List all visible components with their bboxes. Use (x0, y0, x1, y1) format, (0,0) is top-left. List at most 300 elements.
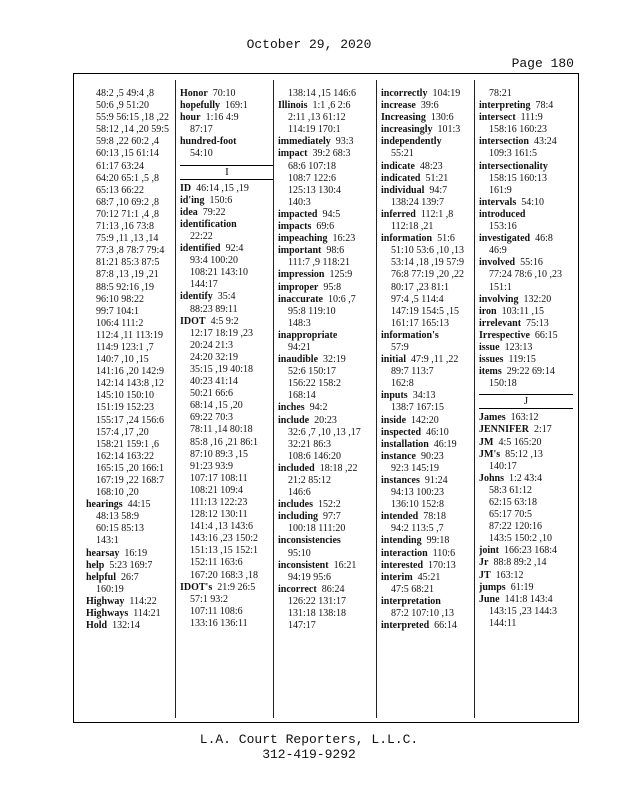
index-term: inferred (381, 208, 416, 220)
index-entry-continuation (86, 112, 180, 124)
page-line-refs: 88:23 89:11 (190, 303, 238, 315)
index-column-5 (479, 88, 573, 718)
page-line-refs: 167:20 168:3 ,18 (190, 569, 259, 581)
index-entry-continuation (479, 282, 573, 294)
index-entry-continuation (278, 608, 372, 620)
page-line-refs: 152:11 163:6 (190, 557, 243, 569)
index-entry-continuation (180, 328, 274, 340)
index-entry-continuation (381, 282, 475, 294)
index-entry-continuation (479, 533, 573, 545)
page-line-refs: 61:17 63:24 (96, 160, 145, 172)
page-line-refs: 64:20 65:1 ,5 ,8 (96, 172, 160, 184)
page-line-refs: 26:7 (121, 571, 139, 583)
index-entry-continuation (180, 461, 274, 473)
page-line-refs: 62:15 63:18 (489, 497, 538, 508)
index-entry-continuation (381, 342, 475, 354)
index-term: involved (479, 257, 516, 269)
index-term: issues (479, 354, 504, 366)
page-line-refs: 60:13 ,15 61:14 (96, 148, 160, 160)
page-line-refs: 48:13 58:9 (96, 511, 140, 523)
page-line-refs: 123:13 (504, 341, 533, 353)
index-entry (278, 282, 372, 294)
index-term: Honor (180, 88, 208, 99)
index-term: interaction (381, 547, 428, 559)
page-line-refs: 141:16 ,20 142:9 (96, 366, 165, 378)
index-entry (479, 100, 573, 112)
index-term: impacted (278, 208, 318, 220)
index-term: Highways (86, 608, 129, 620)
index-entry-continuation (278, 124, 372, 136)
page-line-refs: 46:10 (426, 426, 449, 438)
page-line-refs: 50:21 66:6 (190, 388, 234, 400)
page-line-refs: 143:1 (96, 535, 119, 547)
page-line-refs: 161:17 165:13 (391, 317, 450, 329)
index-entry (180, 112, 274, 124)
index-entry-continuation (180, 449, 274, 461)
page-line-refs: 157:4 ,17 ,20 (96, 426, 149, 438)
page-line-refs: 32:21 86:3 (288, 438, 332, 450)
index-entry-continuation (180, 364, 274, 376)
index-term: hearings (86, 499, 123, 511)
page-line-refs: 151:13 ,15 152:1 (190, 545, 259, 557)
index-term: intersect (479, 112, 516, 124)
index-entry-continuation (278, 318, 372, 330)
page-line-refs: 87:8 ,13 ,19 ,21 (96, 269, 159, 281)
page-line-refs: 126:22 131:17 (288, 595, 347, 607)
index-entry-continuation (381, 499, 475, 511)
page-line-refs: 48:23 (419, 160, 443, 172)
index-term: impression (278, 269, 325, 281)
index-term: intersectionality (479, 160, 548, 172)
index-entry-continuation (86, 124, 180, 136)
index-entry (381, 415, 475, 427)
index-term: interpreted (381, 620, 430, 632)
page-line-refs: 66:14 (434, 620, 457, 632)
index-entry (86, 560, 180, 572)
index-entry (479, 306, 573, 318)
index-entry (381, 88, 475, 100)
index-term: instance (381, 450, 416, 462)
page-line-refs: 112:1 ,8 (420, 208, 454, 220)
page-line-refs: 44:15 (127, 499, 151, 511)
page-line-refs: 143:15 ,23 144:3 (489, 605, 558, 617)
index-entry (479, 449, 573, 461)
page-line-refs: 148:3 (288, 317, 311, 329)
page-line-refs: 161:9 (489, 184, 512, 196)
page-line-refs: 79:22 (202, 206, 226, 218)
page-line-refs: 114:21 (133, 608, 161, 620)
index-entry-continuation (479, 221, 573, 233)
index-entry (479, 342, 573, 354)
index-term: impeaching (278, 233, 328, 245)
index-column-2 (180, 88, 274, 718)
index-term: JM (479, 436, 494, 448)
index-entry (278, 221, 372, 233)
page-line-refs: 57:9 (391, 341, 409, 353)
index-entry-continuation (86, 535, 180, 547)
index-entry-continuation (86, 185, 180, 197)
index-entry-continuation (479, 461, 573, 473)
page-line-refs: 18:18 ,22 (319, 462, 358, 474)
index-entry-continuation (180, 618, 274, 630)
index-entry (479, 437, 573, 449)
page-line-refs: 39:2 68:3 (312, 148, 351, 160)
page-line-refs: 150:18 (489, 378, 517, 390)
index-entry (278, 463, 372, 475)
index-entry (381, 511, 475, 523)
index-entry (278, 535, 372, 547)
index-entry (479, 473, 573, 485)
index-term: introduced (479, 208, 526, 220)
page-line-refs: 60:15 85:13 (96, 523, 145, 535)
page-line-refs: 107:17 108:11 (190, 472, 248, 484)
page-line-refs: 142:20 (411, 414, 439, 426)
index-entry (180, 316, 274, 328)
page-line-refs: 86:24 (321, 583, 345, 595)
index-term: interested (381, 559, 424, 571)
index-entry-continuation (479, 509, 573, 521)
index-entry-continuation (86, 161, 180, 173)
page-line-refs: 162:8 (391, 378, 414, 390)
index-entry-continuation (180, 497, 274, 509)
page-line-refs: 128:12 130:11 (190, 509, 248, 521)
index-term: interim (381, 571, 413, 583)
index-term: irrelevant (479, 317, 522, 329)
index-term: inches (278, 402, 305, 414)
page-line-refs: 112:4 ,11 113:19 (96, 329, 163, 341)
index-entry (381, 354, 475, 366)
index-entry-continuation (278, 596, 372, 608)
page-line-refs: 96:10 98:22 (96, 293, 145, 305)
index-entry-continuation (278, 161, 372, 173)
index-entry-continuation (180, 376, 274, 388)
page-line-refs: 58:12 ,14 ,20 59:5 (96, 124, 170, 136)
page-line-refs: 51:6 (437, 233, 455, 245)
index-term: inconsistencies (278, 535, 341, 547)
index-entry (479, 161, 573, 173)
page-line-refs: 163:12 (510, 412, 539, 424)
index-entry-continuation (479, 378, 573, 390)
page-line-refs: 132:14 (112, 620, 140, 632)
index-entry (381, 427, 475, 439)
page-line-refs: 130:6 (430, 112, 454, 124)
page-line-refs: 51:21 (425, 172, 449, 184)
page-line-refs: 70:10 (212, 88, 236, 99)
index-entry-continuation (278, 185, 372, 197)
index-term: include (278, 414, 310, 426)
index-entry (479, 412, 573, 424)
index-entry (278, 148, 372, 160)
page-line-refs: 47:5 68:21 (391, 583, 435, 595)
page-line-refs: 106:4 111:2 (96, 317, 144, 329)
index-term: involving (479, 293, 519, 305)
page-line-refs: 162:14 163:22 (96, 450, 155, 462)
page-line-refs: 20:23 (314, 414, 337, 426)
page-line-refs: 68:6 107:18 (288, 160, 337, 172)
index-term: indicate (381, 160, 415, 172)
page-line-refs: 75:13 (526, 317, 549, 329)
page-line-refs: 69:6 (316, 221, 335, 233)
index-entry-continuation (278, 112, 372, 124)
index-entry-continuation (278, 173, 372, 185)
index-entry-continuation (86, 475, 180, 487)
index-term: improper (278, 281, 319, 293)
page-line-refs: 125:9 (329, 269, 353, 281)
page-line-refs: 95:8 119:10 (288, 305, 336, 317)
page-line-refs: 88:8 89:2 ,14 (493, 557, 547, 569)
index-term: inaccurate (278, 293, 323, 305)
index-entry (479, 209, 573, 221)
index-entry-continuation (86, 100, 180, 112)
page-line-refs: 110:6 (432, 547, 456, 559)
index-entry (86, 596, 180, 608)
index-entry (278, 402, 372, 414)
index-term: inputs (381, 390, 408, 402)
index-entry (381, 100, 475, 112)
index-entry (381, 233, 475, 245)
index-entry (180, 219, 274, 231)
index-entry (278, 415, 372, 427)
index-term: hopefully (180, 100, 221, 112)
index-entry (180, 243, 274, 255)
page-line-refs: 151:1 (489, 281, 512, 293)
index-entry (479, 582, 573, 594)
page-line-refs: 21:9 26:5 (217, 581, 256, 593)
index-entry-continuation (479, 173, 573, 185)
page-line-refs: 93:4 100:20 (190, 255, 239, 267)
index-entry (278, 100, 372, 112)
page-line-refs: 58:3 61:12 (489, 484, 533, 496)
index-term: id'ing (180, 194, 205, 206)
page-line-refs: 158:21 159:1 ,6 (96, 438, 160, 450)
page-line-refs: 167:19 ,22 168:7 (96, 475, 165, 486)
index-entry (86, 608, 180, 620)
page-line-refs: 144:11 (489, 617, 517, 629)
column-divider (175, 80, 176, 718)
page-line-refs: 158:16 160:23 (489, 124, 548, 136)
index-term: inspected (381, 426, 421, 438)
index-term: Highway (86, 595, 125, 607)
page-line-refs: 61:19 (510, 581, 534, 593)
page-line-refs: 94:7 (429, 184, 448, 196)
index-term: iron (479, 305, 497, 317)
index-entry-continuation (86, 415, 180, 427)
page-line-refs: 131:18 138:18 (288, 608, 347, 620)
page-line-refs: 144:17 (190, 279, 218, 291)
page-line-refs: 66:15 (534, 329, 558, 341)
index-entry-continuation (180, 304, 274, 316)
index-term: included (278, 462, 315, 474)
page-line-refs: 132:20 (523, 293, 552, 305)
index-entry-continuation (86, 511, 180, 523)
page-line-refs: 88:5 92:16 ,19 (96, 281, 155, 293)
index-entry-continuation (278, 390, 372, 402)
page-line-refs: 99:18 (426, 535, 450, 547)
page-line-refs: 99:7 104:1 (96, 305, 140, 317)
page-line-refs: 70:12 71:1 ,4 ,8 (96, 208, 160, 220)
page-line-refs: 98:6 (326, 245, 345, 257)
index-entry-continuation (86, 463, 180, 475)
page-line-refs: 5:23 169:7 (109, 559, 153, 571)
page-line-refs: 97:4 ,5 114:4 (391, 293, 444, 305)
page-line-refs: 77:3 ,8 78:7 79:4 (96, 245, 165, 257)
index-entry-continuation (180, 412, 274, 424)
page-line-refs: 94:2 (309, 402, 328, 414)
page-line-refs: 55:16 (520, 257, 543, 269)
page-line-refs: 119:15 (508, 354, 536, 366)
index-entry-continuation (278, 572, 372, 584)
index-entry-continuation (278, 523, 372, 535)
page-line-refs: 111:13 122:23 (190, 497, 248, 508)
index-entry (479, 318, 573, 330)
index-term: IDOT (180, 315, 206, 327)
page-line-refs: 97:7 (323, 511, 341, 523)
index-entry-continuation (479, 124, 573, 136)
index-entry (86, 620, 180, 632)
index-entry (479, 594, 573, 606)
index-entry (381, 185, 475, 197)
index-entry (381, 439, 475, 451)
index-entry-continuation (479, 497, 573, 509)
page-line-refs: 21:2 85:12 (288, 475, 332, 486)
index-entry (479, 112, 573, 124)
index-entry-continuation (86, 245, 180, 257)
index-entry-continuation (86, 402, 180, 414)
index-entry-continuation (180, 388, 274, 400)
page-line-refs: 32:19 (323, 354, 346, 366)
page-line-refs: 111:9 (520, 112, 543, 124)
page-line-refs: 16:19 (124, 547, 148, 559)
column-divider (273, 80, 274, 718)
index-entry (381, 209, 475, 221)
page-line-refs: 46:14 ,15 ,19 (196, 182, 249, 194)
index-term: intended (381, 511, 419, 523)
index-entry-continuation (86, 294, 180, 306)
page-line-refs: 54:10 (521, 196, 544, 208)
page-line-refs: 2:11 ,13 61:12 (288, 112, 346, 124)
page-line-refs: 85:12 ,13 (505, 448, 543, 460)
index-entry-continuation (278, 548, 372, 560)
index-entry-continuation (180, 594, 274, 606)
page-line-refs: 12:17 18:19 ,23 (190, 327, 254, 339)
page-line-refs: 57:1 93:2 (190, 593, 229, 605)
index-entry-continuation (381, 318, 475, 330)
index-entry-continuation (278, 620, 372, 632)
page-line-refs: 138:14 ,15 146:6 (288, 88, 357, 99)
index-term: ID (180, 182, 192, 194)
index-term: including (278, 511, 319, 523)
page-line-refs: 52:6 150:17 (288, 366, 337, 378)
index-entry-continuation (86, 136, 180, 148)
index-entry-continuation (180, 340, 274, 352)
index-term: inside (381, 414, 407, 426)
index-entry-continuation (278, 439, 372, 451)
page-line-refs: 4:5 9:2 (210, 315, 239, 327)
index-entry (86, 499, 180, 511)
page-line-refs: 108:6 146:20 (288, 450, 342, 462)
index-entry (479, 545, 573, 557)
index-term: JM's (479, 448, 501, 460)
index-entry-continuation (86, 439, 180, 451)
page-line-refs: 103:11 ,15 (501, 305, 545, 317)
page-line-refs: 65:17 70:5 (489, 509, 533, 521)
page-line-refs: 16:23 (332, 233, 356, 245)
page-line-refs: 87:10 89:3 ,15 (190, 448, 249, 460)
page-line-refs: 75:9 ,11 ,13 ,14 (96, 233, 159, 245)
page-line-refs: 76:8 77:19 ,20 ,22 (391, 269, 465, 281)
index-term: June (479, 593, 500, 605)
index-entry-continuation (278, 487, 372, 499)
index-entry-continuation (479, 148, 573, 160)
page-line-refs: 46:8 (535, 233, 553, 245)
page-line-refs: 87:2 107:10 ,13 (391, 608, 455, 620)
index-entry-continuation (86, 318, 180, 330)
page-line-refs: 68:14 ,15 ,20 (190, 400, 243, 412)
page-line-refs: 163:12 (495, 569, 524, 581)
page-line-refs: 153:16 (489, 221, 517, 233)
index-term: independently (381, 136, 442, 148)
index-entry (278, 269, 372, 281)
index-term: increasingly (381, 124, 433, 136)
page-line-refs: 1:16 4:9 (205, 112, 239, 124)
index-term: Hold (86, 620, 108, 632)
index-entry (479, 366, 573, 378)
index-term: idea (180, 206, 198, 218)
index-term: impacts (278, 221, 312, 233)
index-term: incorrect (278, 583, 317, 595)
index-entry-continuation (381, 463, 475, 475)
page-line-refs: 35:4 (217, 291, 236, 303)
page-line-refs: 51:10 53:6 ,10 ,13 (391, 245, 465, 257)
transcript-date: October 29, 2020 (246, 37, 372, 52)
index-column-1 (86, 88, 180, 718)
page-line-refs: 45:21 (417, 571, 441, 583)
page-line-refs: 50:6 ,9 51:20 (96, 100, 150, 112)
index-entry-continuation (86, 523, 180, 535)
index-entry-continuation (381, 487, 475, 499)
page-line-refs: 94:5 (322, 208, 341, 220)
page-line-refs: 100:18 111:20 (288, 523, 346, 535)
page-line-refs: 147:17 (288, 620, 316, 632)
page-line-refs: 10:6 ,7 (328, 293, 356, 305)
index-entry-continuation (479, 185, 573, 197)
index-entry-continuation (479, 88, 573, 100)
index-entry-continuation (381, 402, 475, 414)
page-line-refs: 32:6 ,7 ,10 ,13 ,17 (288, 426, 361, 438)
index-term: inaudible (278, 354, 319, 366)
index-entry-continuation (86, 173, 180, 185)
page-line-refs: 46:9 (489, 245, 507, 257)
page-number: Page 180 (511, 56, 574, 71)
index-entry (180, 207, 274, 219)
index-entry-continuation (278, 427, 372, 439)
page-line-refs: 78:11 ,14 80:18 (190, 424, 253, 436)
page-line-refs: 85:8 ,16 ,21 86:1 (190, 436, 259, 448)
page-line-refs: 109:3 161:5 (489, 148, 538, 160)
index-entry (479, 557, 573, 569)
index-entry-continuation (381, 197, 475, 209)
page-line-refs: 65:13 66:22 (96, 184, 145, 196)
page-line-refs: 145:10 150:10 (96, 390, 155, 402)
index-entry-continuation (180, 570, 274, 582)
index-entry (479, 330, 573, 342)
index-entry-continuation (180, 231, 274, 243)
index-entry-continuation (381, 523, 475, 535)
index-term: impact (278, 148, 308, 160)
page-line-refs: 140:3 (288, 196, 311, 208)
page-line-refs: 146:6 (288, 487, 311, 499)
index-entry (278, 354, 372, 366)
